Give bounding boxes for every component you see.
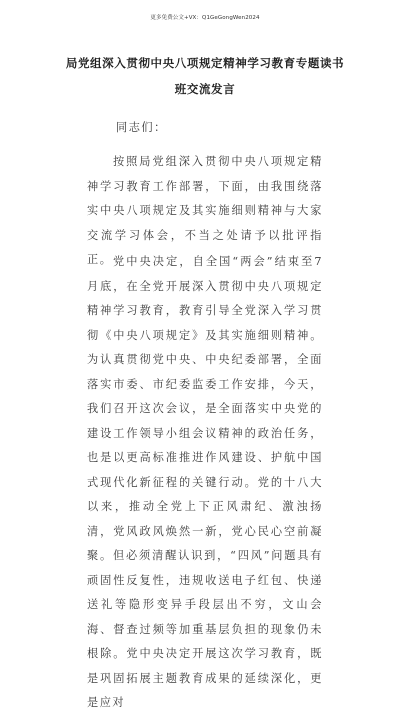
document-title: 局党组深入贯彻中央八项规定精神学习教育专题读书班交流发言 [65, 56, 345, 96]
header-note: 更多免费公文+VX：Q1GeGongWen2024 [150, 15, 260, 21]
paragraph-1: 按照局党组深入贯彻中央八项规定精神学习教育工作部署，下面，由我围绕落实中央八项规定及其实施细则精神与大家交流学习体会，不当之处请予以批评指正。 [87, 155, 323, 266]
salutation: 同志们： [116, 121, 167, 134]
paragraph-2: 党中央决定，自全国“两会”结束至7月底，在全党开展深入贯彻中央八项规定精神学习教育，教育引导全党深入学习贯彻《中央八项规定》及其实施细则精神。为认真贯彻党中央、中央纪委部署，全面落实市委、市纪委监委工作安排，今天，我们召开这次会议，是全面落实中央党的建设工作领导小组会议精神的政治任务，也是以更高标准推进作风建设、护航中国式现代化新征程的关键行动。党的十八大以来，推动全党上下正风肃纪、激浊扬清，党风政风焕然一新，党心民心空前凝聚。但必须清醒认识到，“四风”问题具有顽固性反复性，违规收送电子红包、快递送礼等隐形变异手段层出不穷，文山会海、督查过频等加重基层负担的现象仍未根除。党中央决定开展这次学习教育，既是巩固拓展主题教育成果的延续深化，更是应对 [87, 255, 323, 709]
